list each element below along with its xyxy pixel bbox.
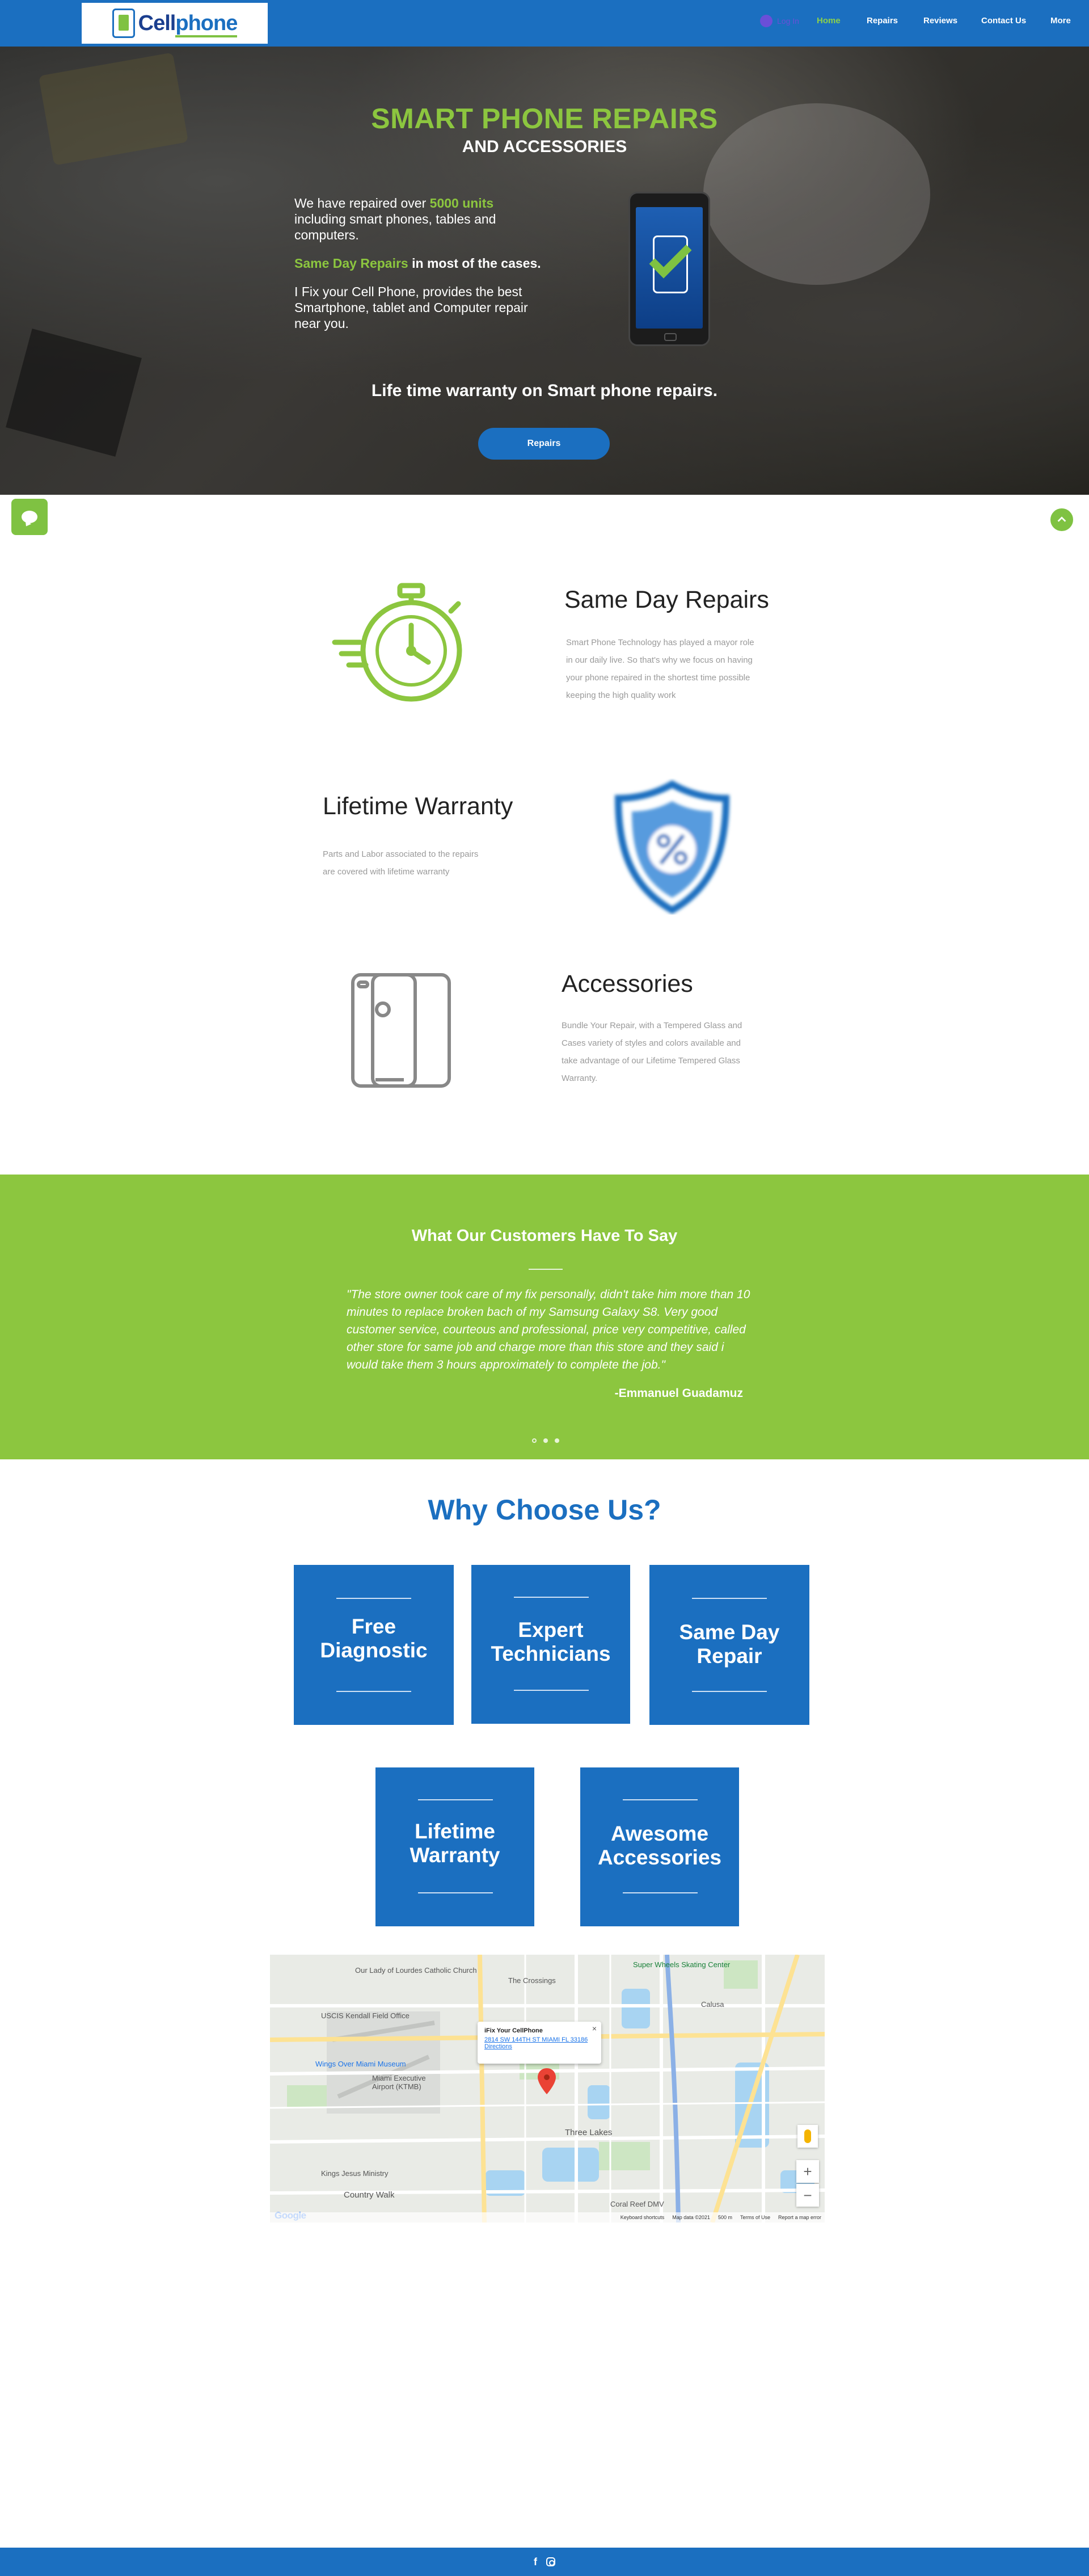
testimonial-heading: What Our Customers Have To Say <box>411 1227 678 1245</box>
nav-reviews[interactable]: Reviews <box>923 16 958 26</box>
report-error-link[interactable]: Report a map error <box>778 2215 821 2220</box>
zoom-out-button[interactable]: − <box>796 2184 819 2207</box>
why-box-awesome-accessories <box>580 1767 739 1926</box>
site-footer <box>0 2548 1089 2576</box>
nav-repairs[interactable]: Repairs <box>867 16 898 26</box>
site-header <box>0 0 1089 47</box>
map-info-popup <box>478 2022 601 2064</box>
phone-logo-icon <box>112 9 135 38</box>
site-logo[interactable] <box>82 3 268 44</box>
why-box-label: Same Day Repair <box>679 1620 780 1668</box>
feature-text-accessories: Bundle Your Repair, with a Tempered Glass and Cases variety of styles and colors available and take advantage of our Lifetime Tempered Glass Warranty. <box>562 1021 742 1083</box>
why-box-label: Expert Technicians <box>491 1618 611 1665</box>
testimonial-dot-3[interactable] <box>555 1438 559 1443</box>
hero-provides-line: I Fix your Cell Phone, provides the best Smartphone, tablet and Computer repair near you. <box>294 284 528 331</box>
feature-text-same-day: Smart Phone Technology has played a mayor role in our daily live. So that's why we focus on having your phone repaired in the shortest time possible keeping the high quality work <box>566 638 754 700</box>
chevron-up-icon <box>1056 513 1068 526</box>
why-box-same-day-repair <box>649 1565 809 1725</box>
hero-same-day-line: Same Day Repairs in most of the cases. <box>294 256 541 271</box>
testimonial-author: -Emmanuel Guadamuz <box>614 1387 743 1400</box>
keyboard-shortcuts-link[interactable]: Keyboard shortcuts <box>620 2215 665 2220</box>
feature-title-accessories: Accessories <box>562 970 693 997</box>
map-label: Country Walk <box>344 2190 395 2200</box>
map-label: Calusa <box>701 2000 724 2009</box>
nav-home[interactable]: Home <box>817 16 841 26</box>
map-label: Our Lady of Lourdes Catholic Church <box>355 1966 477 1975</box>
why-box-expert-technicians <box>471 1565 630 1724</box>
zoom-in-button[interactable]: + <box>796 2160 819 2183</box>
feature-text-warranty: Parts and Labor associated to the repairs are covered with lifetime warranty <box>323 849 479 877</box>
street-view-pegman-icon[interactable] <box>797 2125 818 2148</box>
feature-title-same-day: Same Day Repairs <box>564 586 769 613</box>
popup-title: iFix Your CellPhone <box>484 2027 543 2034</box>
map-label: Three Lakes <box>565 2128 613 2137</box>
hero-warranty: Life time warranty on Smart phone repairs. <box>371 381 718 400</box>
instagram-icon[interactable] <box>546 2557 555 2566</box>
scroll-to-top-button[interactable] <box>1049 507 1074 532</box>
why-choose-title: Why Choose Us? <box>428 1494 661 1526</box>
facebook-icon[interactable]: f <box>534 2556 537 2567</box>
nav-contact-us[interactable]: Contact Us <box>981 16 1027 26</box>
popup-address[interactable]: 2814 SW 144TH ST MIAMI FL 33186 <box>484 2036 588 2043</box>
why-box-label: Lifetime Warranty <box>410 1820 500 1867</box>
popup-directions-link[interactable]: Directions <box>484 2043 512 2050</box>
repairs-button[interactable]: Repairs <box>478 428 610 460</box>
map-label: The Crossings <box>508 1976 556 1985</box>
map-footer <box>270 2212 825 2223</box>
testimonial-dot-2[interactable] <box>543 1438 548 1443</box>
logo-text: Cellphone <box>138 11 238 36</box>
map-scale[interactable]: 500 m <box>717 2215 732 2220</box>
why-box-label: Awesome Accessories <box>597 1822 722 1869</box>
nav-more[interactable]: More <box>1050 16 1071 26</box>
hero-section <box>0 47 1089 495</box>
testimonial-dot-1[interactable] <box>532 1438 537 1443</box>
stopwatch-icon <box>329 580 471 722</box>
hero-text <box>294 195 544 344</box>
login-label: Log In <box>777 16 799 26</box>
why-box-free-diagnostic <box>294 1565 454 1725</box>
terms-link[interactable]: Terms of Use <box>740 2215 770 2220</box>
map-data-text: Map data ©2021 <box>672 2215 710 2220</box>
login-link[interactable] <box>760 15 799 27</box>
map-label: Super Wheels Skating Center <box>633 1960 731 1969</box>
close-icon[interactable]: × <box>592 2024 597 2033</box>
why-box-lifetime-warranty <box>375 1767 534 1926</box>
testimonial-divider <box>529 1269 563 1270</box>
hero-subtitle: AND ACCESSORIES <box>462 137 627 156</box>
testimonial-pagination <box>532 1438 559 1443</box>
location-map[interactable] <box>270 1955 825 2223</box>
why-box-label: Free Diagnostic <box>320 1615 428 1662</box>
testimonial-quote: "The store owner took care of my fix personally, didn't take him more than 10 minutes to replace broken bach of my Samsung Galaxy S8. Very good customer service, courteous and professional, price very competitive, called other store for same job and charge more than this store and they said i would take them 3 hours approximately to complete the job." <box>347 1288 750 1371</box>
user-avatar-icon <box>760 15 773 27</box>
hero-units-line: We have repaired over 5000 units including smart phones, tables and computers. <box>294 196 496 242</box>
map-label: Wings Over Miami Museum <box>315 2060 406 2068</box>
shield-percent-icon <box>607 778 737 915</box>
map-label: USCIS Kendall Field Office <box>321 2011 410 2020</box>
feature-title-warranty: Lifetime Warranty <box>323 793 513 820</box>
phone-check-icon <box>628 192 710 346</box>
testimonial-section <box>0 1175 1089 1459</box>
chat-button[interactable] <box>11 499 48 535</box>
map-tiles <box>270 1955 825 2223</box>
chat-bubble-icon <box>22 511 37 523</box>
hero-title: SMART PHONE REPAIRS <box>371 103 718 134</box>
map-label: Kings Jesus Ministry <box>321 2169 389 2178</box>
map-label: Miami Executive Airport (KTMB) <box>372 2074 426 2091</box>
map-label: Coral Reef DMV <box>610 2200 664 2208</box>
phone-case-icon <box>350 973 452 1089</box>
